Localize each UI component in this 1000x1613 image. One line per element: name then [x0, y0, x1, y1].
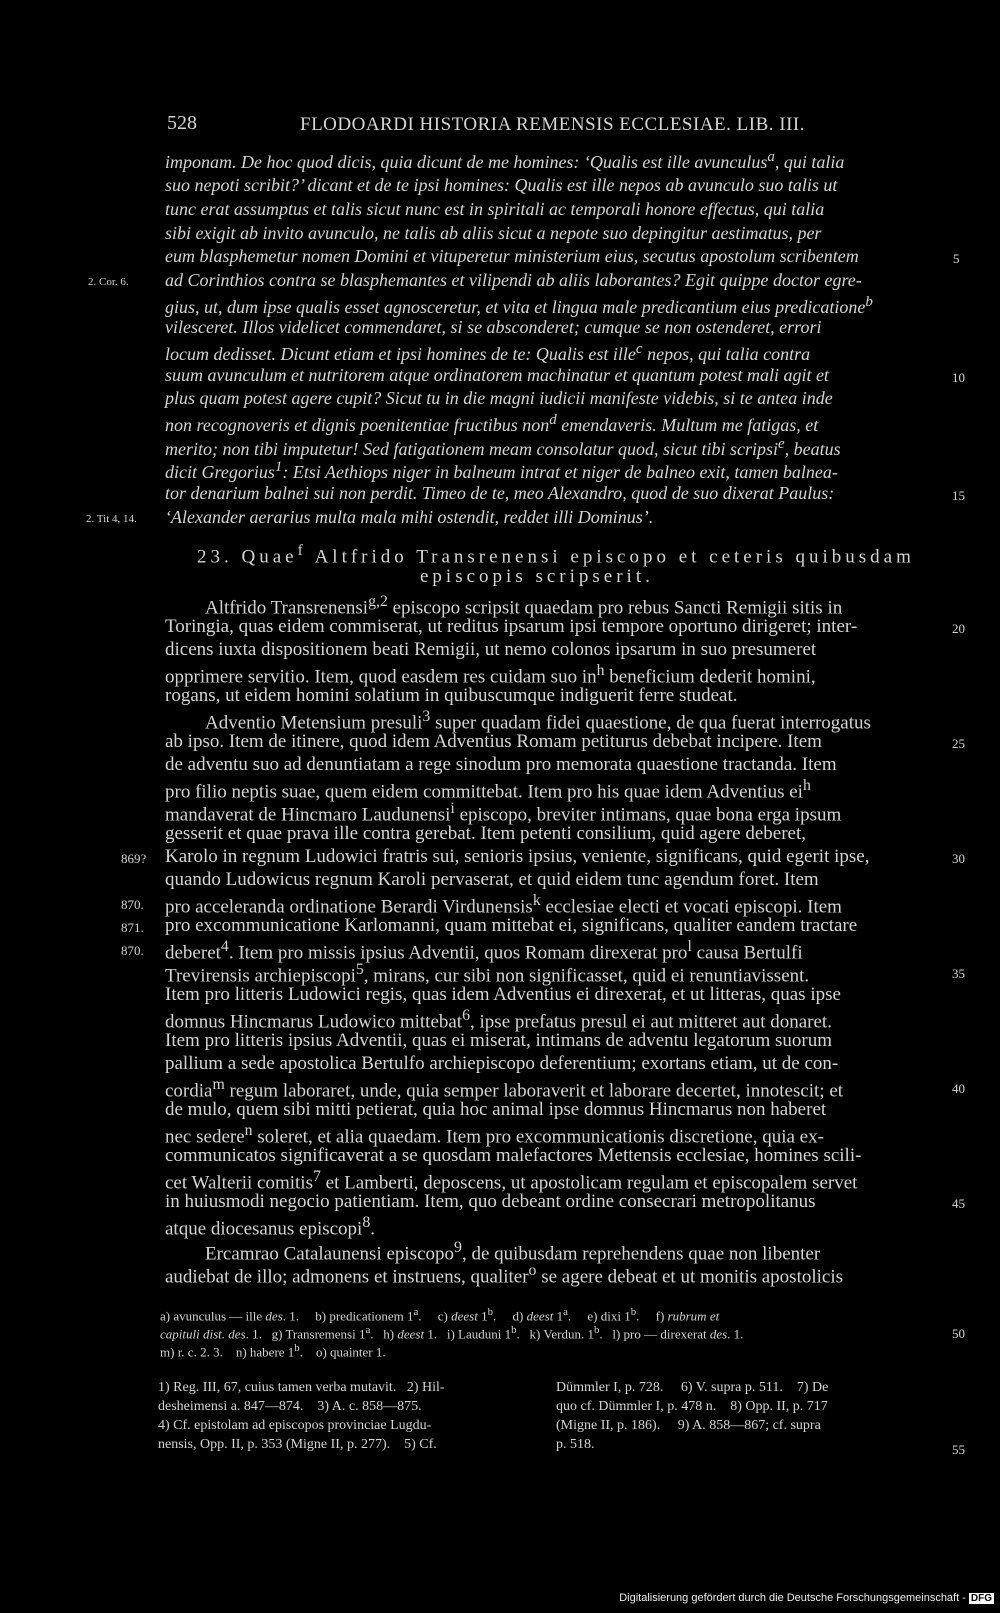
footnote-line: 4) Cf. epistolam ad episcopos provinciae Lugdu- — [158, 1418, 432, 1433]
text-line: ab ipso. Item de itinere, quod idem Adventius Romam petiturus debebat incipere. Item — [165, 731, 822, 752]
footnote-line: nensis, Opp. II, p. 353 (Migne II, p. 277). 5) Cf. — [158, 1437, 437, 1452]
text-line: suo nepoti scribit?’ dicant et de te ipsi homines: Qualis est ille nepos ab avunculo suo talis ut — [165, 175, 838, 195]
apparatus-line: capituli dist. des. 1. g) Transremensi 1$^a$. h) deest 1. i) Lauduni 1$^b$. k) Verdun. 1$^b$. l) pro — direxerat des. 1. — [160, 1324, 744, 1342]
chapter-heading-continued: episcopis scripserit. — [420, 566, 654, 587]
text-line: gius, ut, dum ipse qualis esset agnosceretur, et vita et lingua male predicantium eius predicatione$^b$ — [165, 294, 873, 317]
text-line: quando Ludowicus regnum Karoli pervaserat, et quid eidem tunc agendum foret. Item — [165, 869, 819, 890]
apparatus-line: a) avunculus — ille des. 1. b) predicationem 1$^a$. c) deest 1$^b$. d) deest 1$^a$. e) dixi 1$^b$. f) rubrum et — [160, 1306, 720, 1324]
text-line: tor denarium balnei sui non perdit. Timeo de te, meo Alexandro, quod de suo dixerat Paulus: — [165, 483, 835, 503]
line-number: 35 — [952, 966, 965, 981]
year-note: 869? — [121, 851, 147, 866]
chapter-heading: 23. Quae$^f$ Altfrido Transrenensi episcopo et ceteris quibusdam — [197, 542, 915, 568]
text-line: locum dedisset. Dicunt etiam et ipsi homines de te: Qualis est ille$^c$ nepos, qui talia contra — [165, 341, 811, 364]
footnote-line: Dümmler I, p. 728. 6) V. supra p. 511. 7) De — [556, 1380, 829, 1395]
year-note: 870. — [121, 943, 144, 958]
text-line: cet Walterii comitis$^7$ et Lamberti, deposcens, ut apostolicam regulam et episcopalem servet — [165, 1168, 858, 1194]
text-line: sibi exigit ab invito avunculo, ne talis ab aliis sicut a nepote suo depingitur aestimatus, per — [165, 223, 822, 243]
text-line: Trevirensis archiepiscopi$^5$, mirans, cur sibi non significasset, quid ei renuntiavissent. — [165, 961, 810, 987]
line-number: 50 — [952, 1326, 965, 1341]
line-number: 15 — [952, 488, 965, 503]
text-line: vilesceret. Illos videlicet commendaret, si se absconderet; cumque se non ostenderet, errori — [165, 317, 822, 337]
text-line: Ercamrao Catalaunensi episcopo$^9$, de quibusdam reprehendens quae non libenter — [205, 1239, 821, 1265]
text-line: Karolo in regnum Ludowici fratris sui, senioris ipsius, veniente, significans, quid egerit ipse, — [165, 846, 870, 867]
line-number: 40 — [952, 1081, 965, 1096]
line-number: 55 — [952, 1442, 965, 1457]
footnote-line: desheimensi a. 847—874. 3) A. c. 858—875. — [158, 1399, 422, 1414]
text-line: eum blasphemetur nomen Domini et vituperetur ministerium eius, secutus apostolum scribentem — [165, 246, 859, 266]
text-line: nec sedere$^n$ soleret, et alia quaedam. Item pro excommunicationis discretione, quia ex- — [165, 1122, 824, 1148]
text-line: ‘Alexander aerarius multa mala mihi ostendit, reddet illi Dominus’. — [165, 507, 654, 527]
text-line: pro acceleranda ordinatione Berardi Virdunensis$^k$ ecclesiae electi et vocati episcopi. Item — [165, 892, 842, 918]
footnote-line: (Migne II, p. 186). 9) A. 858—867; cf. supra — [556, 1418, 821, 1433]
line-number: 30 — [952, 851, 965, 866]
line-number: 5 — [953, 251, 960, 266]
year-note: 871. — [121, 920, 144, 935]
text-line: non recognoveris et dignis poenitentiae fructibus non$^d$ emendaveris. Multum me fatigas, et — [165, 412, 819, 435]
margin-reference: 2. Tit 4, 14. — [86, 513, 137, 525]
page-number: 528 — [167, 112, 197, 134]
text-line: imponam. De hoc quod dicis, quia dicunt de me homines: ‘Qualis est ille avunculus$^a$, qui talia — [165, 149, 845, 172]
text-line: dicens iuxta dispositionem beati Remigii, ut nemo colonos ipsarum in suo presumeret — [165, 639, 817, 660]
text-line: tunc erat assumptus et talis sicut nunc est in spiritali ac temporali honore effectus, qui talia — [165, 199, 825, 219]
text-line: communicatos significaverat a se quosdam malefactores Mettensis ecclesiae, homines scili- — [165, 1145, 862, 1166]
text-line: pro excommunicatione Karlomanni, quam mittebat ei, significans, qualiter eandem tractare — [165, 915, 858, 936]
text-line: plus quam potest agere cupit? Sicut tu in die magni iudicii manifeste videbis, si te antea inde — [165, 388, 833, 408]
text-line: pallium a sede apostolica Bertulfo archiepiscopo deferentium; exortans etiam, ut de con- — [165, 1053, 839, 1074]
text-line: Adventio Metensium presuli$^3$ super quadam fidei quaestione, de qua fuerat interrogatus — [205, 708, 871, 734]
line-number: 20 — [952, 621, 965, 636]
text-line: ad Corinthios contra se blasphemantes et vilipendi ab aliis laborantes? Egit quippe doctor egre- — [165, 270, 862, 290]
text-line: opprimere servitio. Item, quod easdem res cuidam suo $in^h$ beneficium dederit homini, — [165, 662, 816, 688]
text-line: atque diocesanus episcopi$^8$. — [165, 1214, 376, 1240]
text-line: dicit Gregorius$^1$: Etsi Aethiops niger in balneum intrat et niger de balneo exit, tamen balnea- — [165, 459, 838, 482]
text-line: in huiusmodi negocio patientiam. Item, quo debeant ordine consecrari metropolitanus — [165, 1191, 816, 1212]
running-title: FLODOARDI HISTORIA REMENSIS ECCLESIAE. LIB. III. — [300, 114, 805, 135]
text-line: audiebat de illo; admonens et instruens, qualiter$^o$ se agere debeat et ut monitis apostolicis — [165, 1262, 844, 1288]
text-line: domnus Hincmarus Ludowico mittebat$^6$, ipse prefatus presul ei aut mitteret aut donaret. — [165, 1007, 832, 1033]
text-line: pro filio neptis suae, quem eidem committebat. Item pro his quae idem Adventius $ei^h$ — [165, 777, 811, 803]
margin-reference: 2. Cor. 6. — [88, 276, 129, 288]
text-line: Item pro litteris Ludowici regis, quas idem Adventius ei direxerat, et ut litteras, quas ipse — [165, 984, 841, 1005]
year-note: 870. — [121, 897, 144, 912]
text-line: gesserit et quae prava ille contra gerebat. Item petenti consilium, quid agere deberet, — [165, 823, 806, 844]
line-number: 25 — [952, 736, 965, 751]
footnote-line: quo cf. Dümmler I, p. 478 n. 8) Opp. II, p. 717 — [556, 1399, 828, 1414]
text-line: Item pro litteris ipsius Adventii, quas ei miserat, intimans de adventu legatorum suorum — [165, 1030, 832, 1051]
text-line: merito; non tibi imputetur! Sed fatigationem meam consolatur quod, sicut tibi scripsi$^e$, beatus — [165, 436, 841, 459]
text-line: de mulo, quem sibi mitti petierat, quia hoc animal ipse domnus Hincmarus non haberet — [165, 1099, 827, 1120]
text-line: Altfrido Transrenensi$^{g,2}$ episcopo scripsit quaedam pro rebus Sancti Remigii sitis in — [205, 593, 843, 619]
apparatus-line: m) r. c. 2. 3. n) habere 1$^b$. o) quainter 1. — [160, 1342, 386, 1360]
text-line: suum avunculum et nutritorem atque ordinatorem machinatur et quantum potest mali agit et — [165, 365, 829, 385]
footnote-line: p. 518. — [556, 1437, 595, 1452]
line-number: 10 — [952, 370, 965, 385]
text-line: deberet$^4$. Item pro missis ipsius Adventii, quos Romam direxerat pro$^l$ causa Bertulfi — [165, 938, 803, 964]
text-line: Toringia, quas eidem commiserat, ut reditus ipsarum ipsi tempore oportuno dirigeret; inter- — [165, 616, 858, 637]
text-line: de adventu suo ad denuntiatam a rege sinodum pro memorata quaestione tractanda. Item — [165, 754, 837, 775]
credit-text: Digitalisierung gefördert durch die Deutsche Forschungsgemeinschaft - — [619, 1592, 966, 1604]
digitization-credit — [619, 1592, 994, 1604]
text-line: rogans, ut eidem homini solatium in quibuscumque indiguerit ferre studeat. — [165, 685, 738, 706]
text-line: cordia$^m$ regum laboraret, unde, quia semper laboraverit et laborare decertet, innotescit; et — [165, 1076, 844, 1102]
footnote-line: 1) Reg. III, 67, cuius tamen verba mutavit. 2) Hil- — [158, 1380, 445, 1395]
text-line: mandaverat de Hincmaro Laudunensi$^i$ episcopo, breviter intimans, quae bona erga ipsum — [165, 800, 842, 826]
line-number: 45 — [952, 1196, 965, 1211]
dfg-logo: DFG — [970, 1593, 992, 1604]
